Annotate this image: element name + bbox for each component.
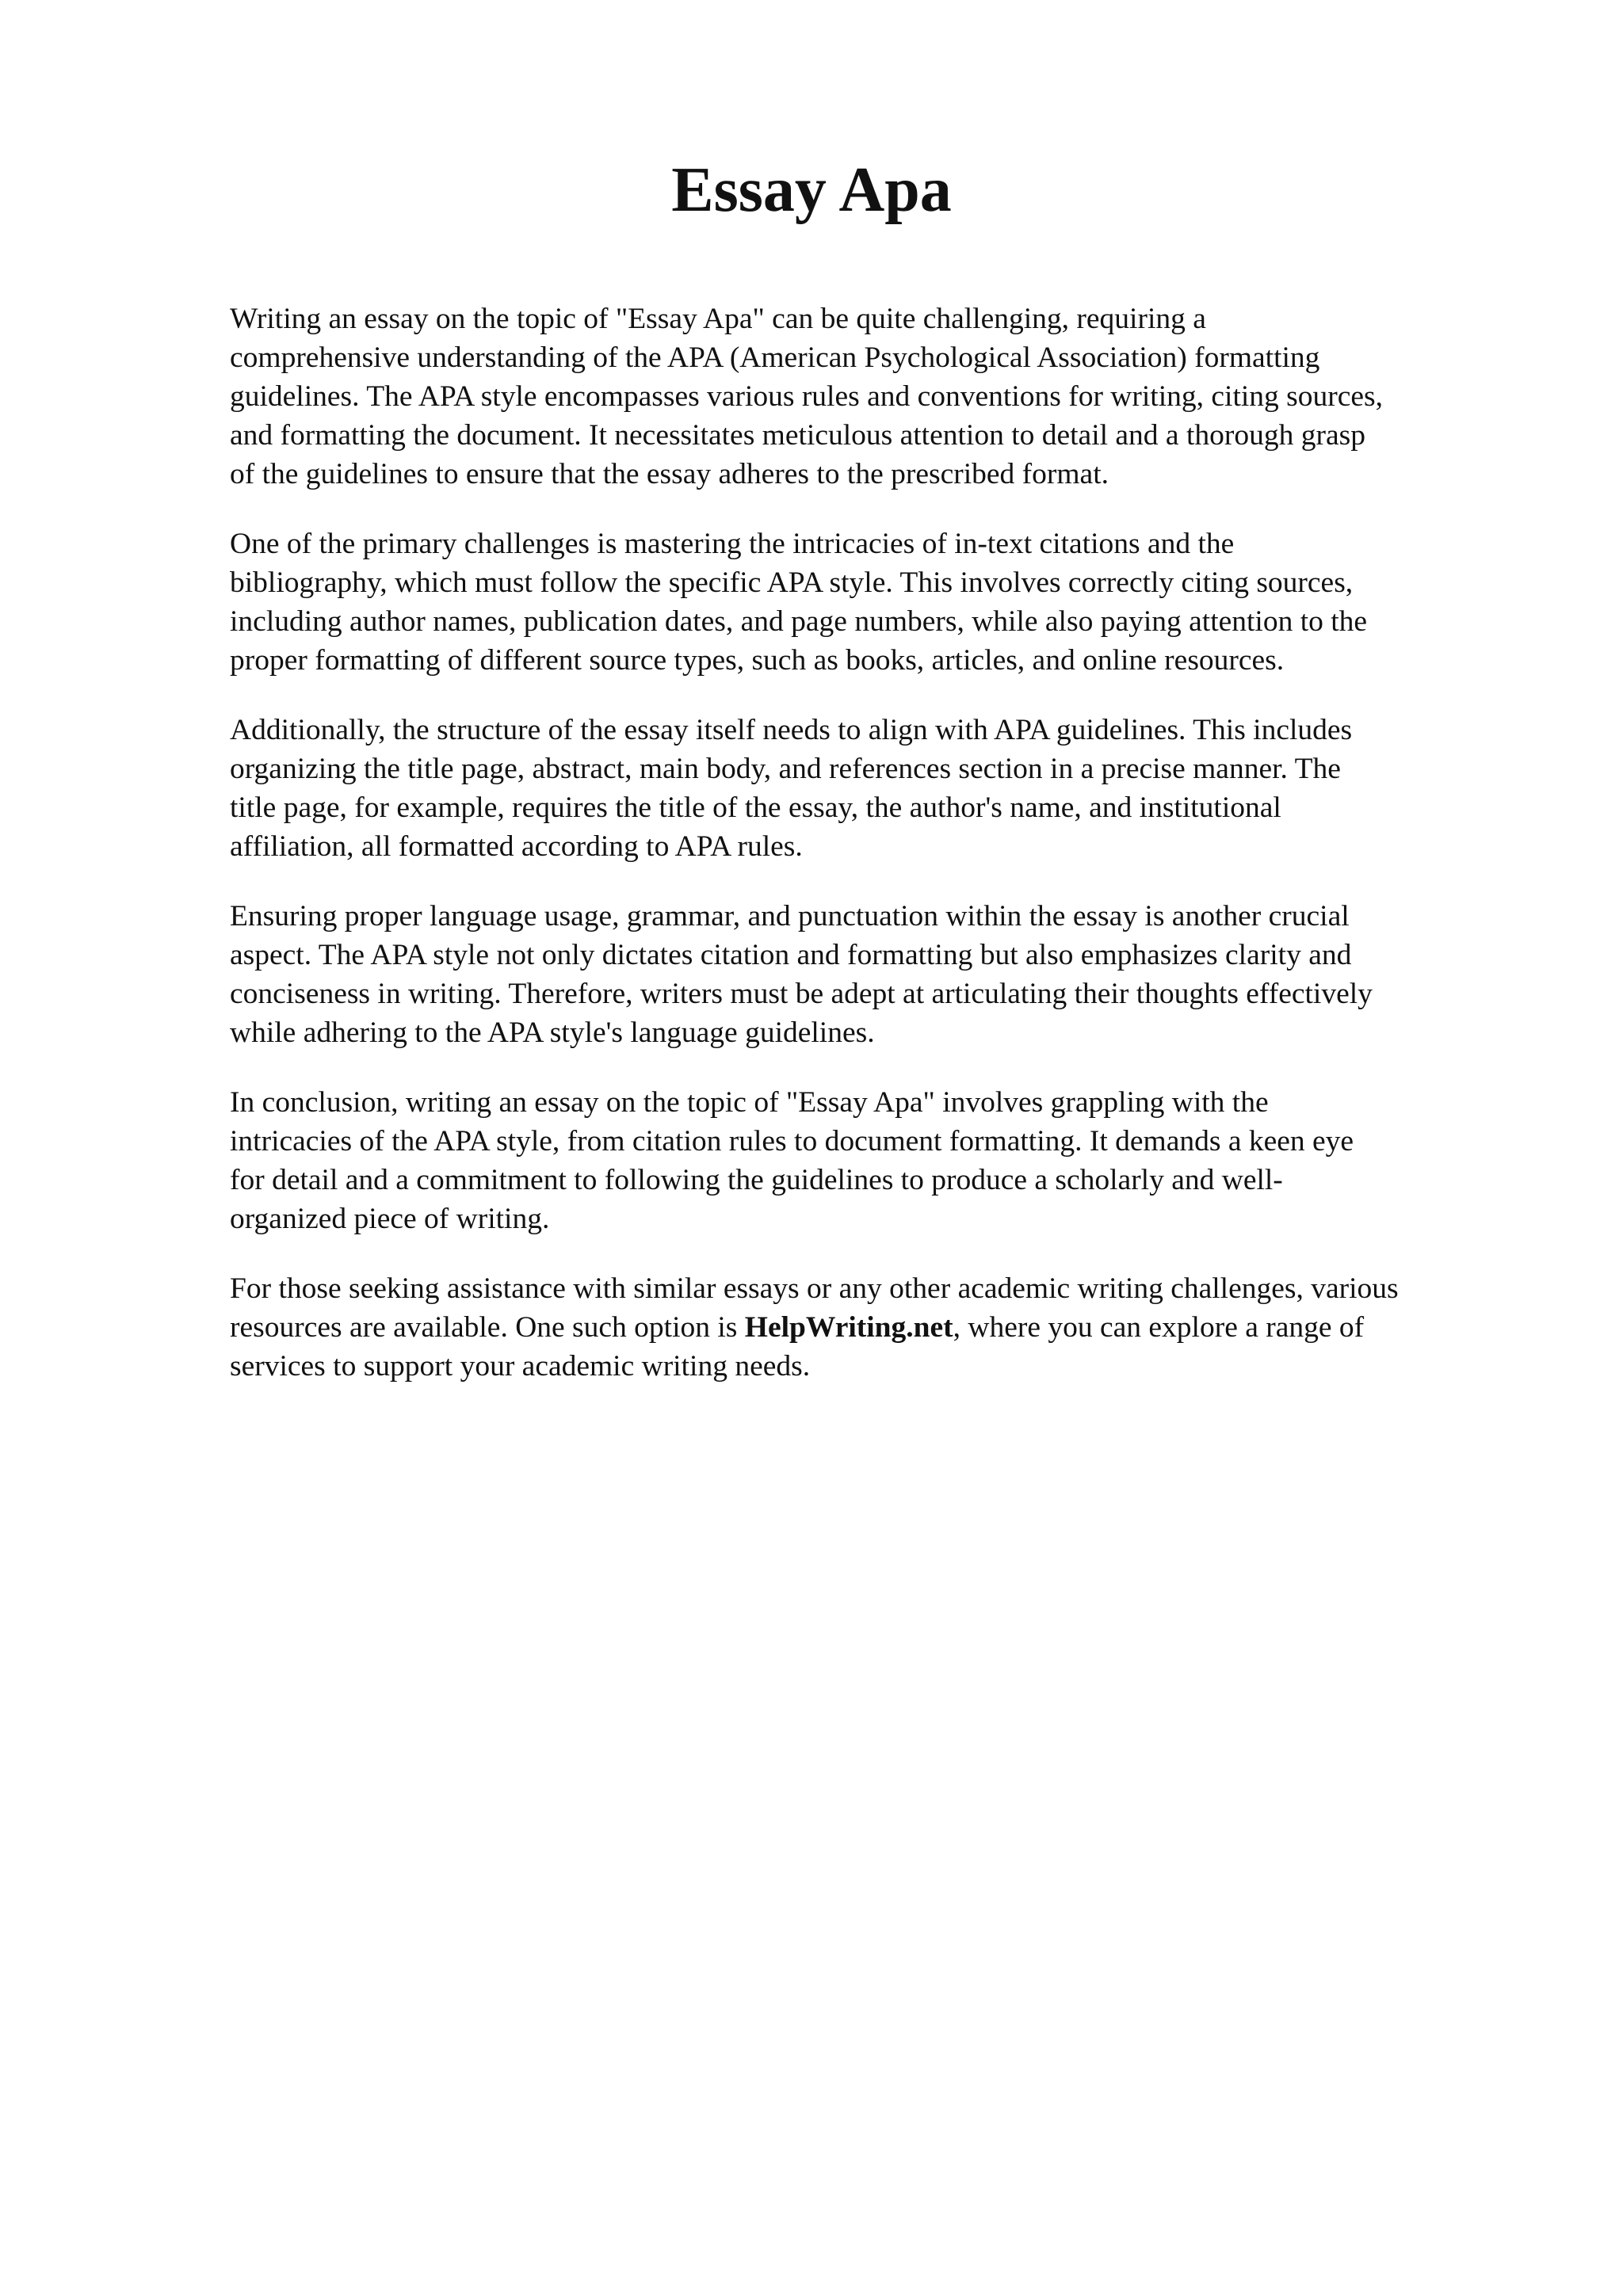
paragraph-line: Ensuring proper language usage, grammar, and punctuation within the essay is another crucial [230,900,1350,933]
line-text: , where you can explore a range of [953,1311,1365,1344]
paragraph-line: bibliography, which must follow the specific APA style. This involves correctly citing sources, [230,566,1354,599]
paragraph-line: Additionally, the structure of the essay itself needs to align with APA guidelines. This includes [230,714,1353,746]
paragraph-citations [230,524,1529,680]
paragraph-line: intricacies of the APA style, from citation rules to document formatting. It demands a keen eye [230,1125,1354,1158]
paragraph-line: and formatting the document. It necessitates meticulous attention to detail and a thorough grasp [230,419,1365,452]
paragraph-assistance [230,1269,1529,1386]
paragraph-line: conciseness in writing. Therefore, writers must be adept at articulating their thoughts effectively [230,978,1373,1010]
paragraph-line: Writing an essay on the topic of "Essay Apa" can be quite challenging, requiring a [230,303,1206,335]
paragraph-line: One of the primary challenges is mastering the intricacies of in-text citations and the [230,528,1235,560]
line-text: resources are available. One such option is [230,1311,745,1344]
paragraph-line: aspect. The APA style not only dictates citation and formatting but also emphasizes clarity and [230,939,1352,971]
paragraph-intro [230,299,1529,494]
paragraph-line: organizing the title page, abstract, main body, and references section in a precise manner. The [230,753,1341,785]
paragraph-line: services to support your academic writing needs. [230,1350,811,1383]
paragraph-line: proper formatting of different source types, such as books, articles, and online resources. [230,644,1285,677]
paragraph-line: affiliation, all formatted according to APA rules. [230,830,803,863]
paragraph-line: for detail and a commitment to following the guidelines to produce a scholarly and well- [230,1164,1283,1196]
paragraph-line [230,1308,1529,1347]
document-body [230,299,1529,1417]
paragraph-line: guidelines. The APA style encompasses various rules and conventions for writing, citing sources, [230,380,1383,413]
paragraph-line: comprehensive understanding of the APA (American Psychological Association) formatting [230,341,1320,374]
paragraph-line: In conclusion, writing an essay on the topic of "Essay Apa" involves grappling with the [230,1086,1269,1119]
paragraph-line: while adhering to the APA style's language guidelines. [230,1016,875,1049]
paragraph-line: of the guidelines to ensure that the essay adheres to the prescribed format. [230,458,1109,490]
helpwriting-brand-text: HelpWriting.net [744,1311,953,1344]
document-title: Essay Apa [671,155,952,225]
paragraph-line: title page, for example, requires the title of the essay, the author's name, and institutional [230,791,1281,824]
paragraph-line: organized piece of writing. [230,1203,550,1235]
paragraph-language [230,897,1529,1052]
paragraph-line: including author names, publication dates, and page numbers, while also paying attention to the [230,605,1368,638]
paragraph-conclusion [230,1083,1529,1238]
paragraph-structure [230,711,1529,866]
paragraph-line: For those seeking assistance with similar essays or any other academic writing challenges, various [230,1272,1399,1305]
